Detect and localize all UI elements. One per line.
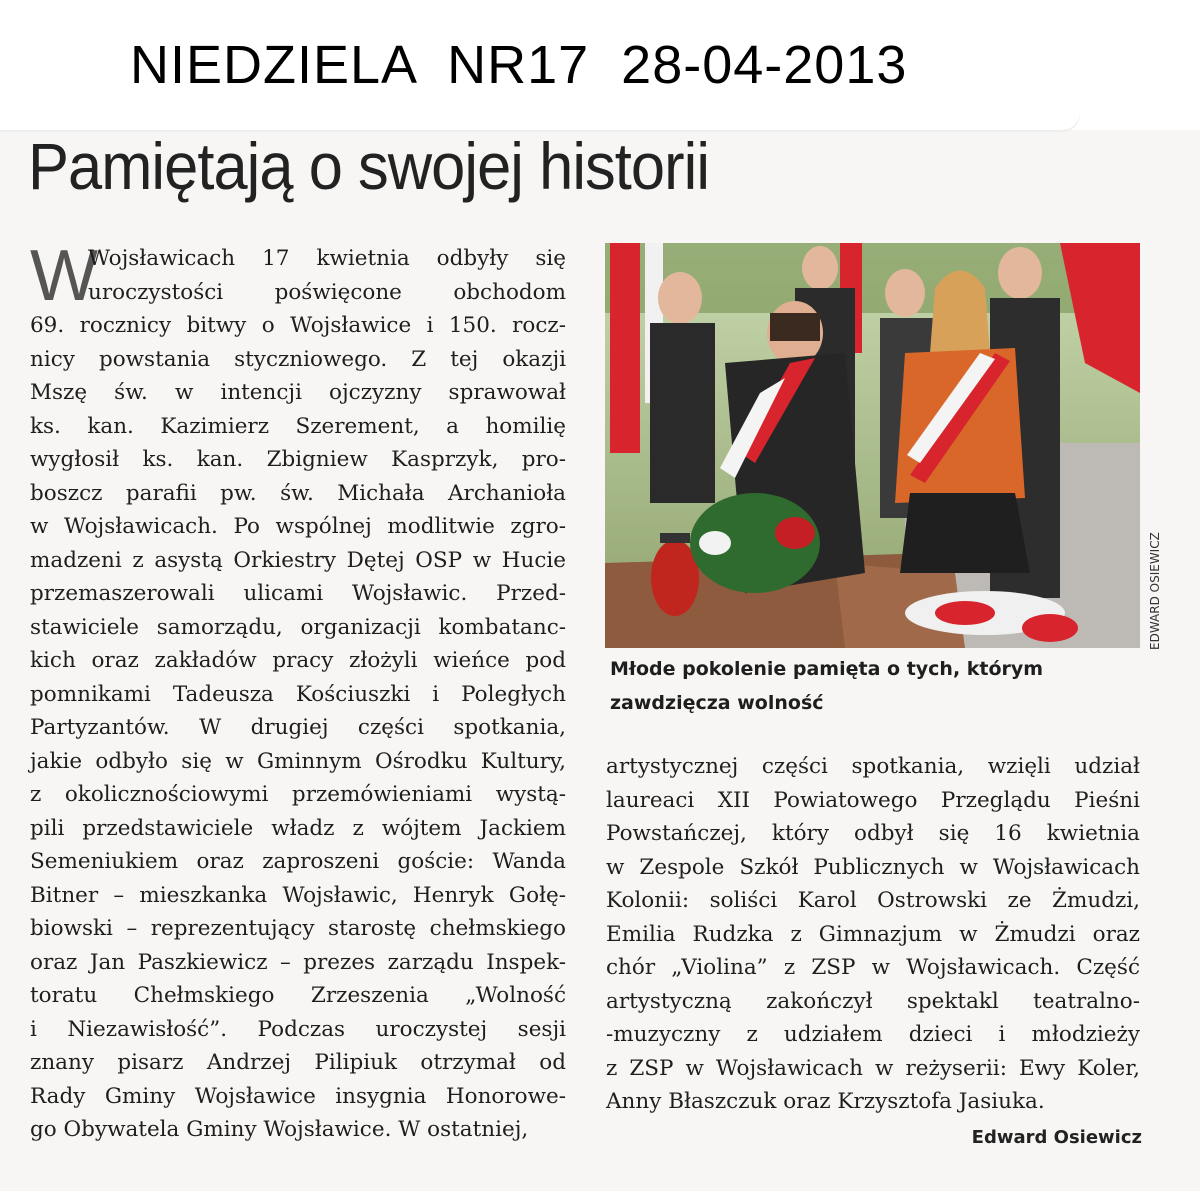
article-text-line: w Wojsławicach. Po wspólnej modlitwie zgro-: [30, 514, 566, 539]
article-text-line: artystycznej części spotkania, wzięli udział: [606, 754, 1140, 779]
article-author: Edward Osiewicz: [971, 1127, 1142, 1148]
article-text-line: go Obywatela Gminy Wojsławice. W ostatniej,: [30, 1117, 529, 1142]
article-text-line: Wojsławicach 17 kwietnia odbyły się: [88, 246, 566, 271]
article-text-line: z okolicznościowymi przemówieniami wystą-: [30, 782, 566, 807]
article-text-line: 69. rocznicy bitwy o Wojsławice i 150. rocz-: [30, 313, 566, 338]
article-text-line: -muzyczny z udziałem dzieci i młodzieży: [606, 1022, 1140, 1047]
article-text-line: toratu Chełmskiego Zrzeszenia „Wolność: [30, 983, 566, 1008]
article-text-line: biowski – reprezentujący starostę chełmskiego: [30, 916, 566, 941]
photo-caption-line-1: Młode pokolenie pamięta o tych, którym: [610, 658, 1044, 680]
article-text-line: chór „Violina” z ZSP w Wojsławicach. Część: [606, 955, 1140, 980]
photo-caption: [610, 652, 1130, 720]
article-text-line: Rady Gminy Wojsławice insygnia Honorowe-: [30, 1083, 566, 1109]
article-text-line: Emilia Rudzka z Gimnazjum w Żmudzi oraz: [606, 921, 1140, 947]
article-text-line: wygłosił ks. kan. Zbigniew Kasprzyk, pro-: [30, 447, 566, 472]
masthead-publication-date: NIEDZIELA NR17 28-04-2013: [130, 35, 908, 95]
article-photo: [605, 243, 1140, 648]
article-text-line: i Niezawisłość”. Podczas uroczystej sesji: [30, 1016, 566, 1042]
article-text-line: przemaszerowali ulicami Wojsławic. Przed-: [30, 581, 566, 606]
article-text-line: w Zespole Szkół Publicznych w Wojsławicach: [606, 854, 1140, 880]
article-text-line: pomnikami Tadeusza Kościuszki i Poległych: [30, 681, 566, 707]
article-text-line: Semeniukiem oraz zaproszeni goście: Wanda: [30, 849, 566, 874]
article-text-line: Anny Błaszczuk oraz Krzysztofa Jasiuka.: [606, 1089, 1045, 1114]
article-text-line: stawiciele samorządu, organizacji kombatanc-: [30, 614, 566, 640]
article-text-line: z ZSP w Wojsławicach w reżyserii: Ewy Koler,: [606, 1055, 1140, 1081]
article-column-right: [606, 750, 1140, 1119]
photo-caption-line-2: zawdzięcza wolność: [610, 692, 824, 714]
article-text-line: pili przedstawiciele władz z wójtem Jackiem: [30, 815, 566, 841]
article-text-line: laureaci XII Powiatowego Przeglądu Pieśni: [606, 787, 1140, 813]
article-text-line: jakie odbyło się w Gminnym Ośrodku Kultury,: [30, 748, 566, 774]
article-text-line: oraz Jan Paszkiewicz – prezes zarządu Inspek-: [30, 949, 566, 975]
article-text-line: boszcz parafii pw. św. Michała Archanioła: [30, 480, 566, 506]
article-text-line: Mszę św. w intencji ojczyzny sprawował: [30, 380, 566, 405]
article-text-line: artystyczną zakończył spektakl teatralno-: [606, 988, 1140, 1014]
article-text-line: Powstańczej, który odbył się 16 kwietnia: [606, 821, 1140, 846]
article-text-line: uroczystości poświęcone obchodom: [88, 279, 566, 305]
article-text-line: nicy powstania styczniowego. Z tej okazji: [30, 346, 566, 372]
photo-credit: EDWARD OSIEWICZ: [1148, 532, 1162, 650]
article-text-line: madzeni z asystą Orkiestry Dętej OSP w Hucie: [30, 547, 566, 573]
article-text-line: Kolonii: soliści Karol Ostrowski ze Żmudzi,: [606, 888, 1140, 913]
article-text-line: znany pisarz Andrzej Pilipiuk otrzymał od: [30, 1050, 566, 1075]
article-column-left: [30, 236, 566, 1147]
article-text-line: Bitner – mieszkanka Wojsławic, Henryk Gołę-: [30, 882, 566, 908]
article-text-line: Partyzantów. W drugiej części spotkania,: [30, 715, 566, 740]
article-text-line: kich oraz zakładów pracy złożyli wieńce pod: [30, 648, 566, 673]
drop-cap: W: [30, 236, 98, 316]
article-headline: Pamiętają o swojej historii: [28, 129, 710, 203]
article-text-line: ks. kan. Kazimierz Szerement, a homilię: [30, 413, 566, 439]
photo-illustration: [605, 243, 1140, 648]
